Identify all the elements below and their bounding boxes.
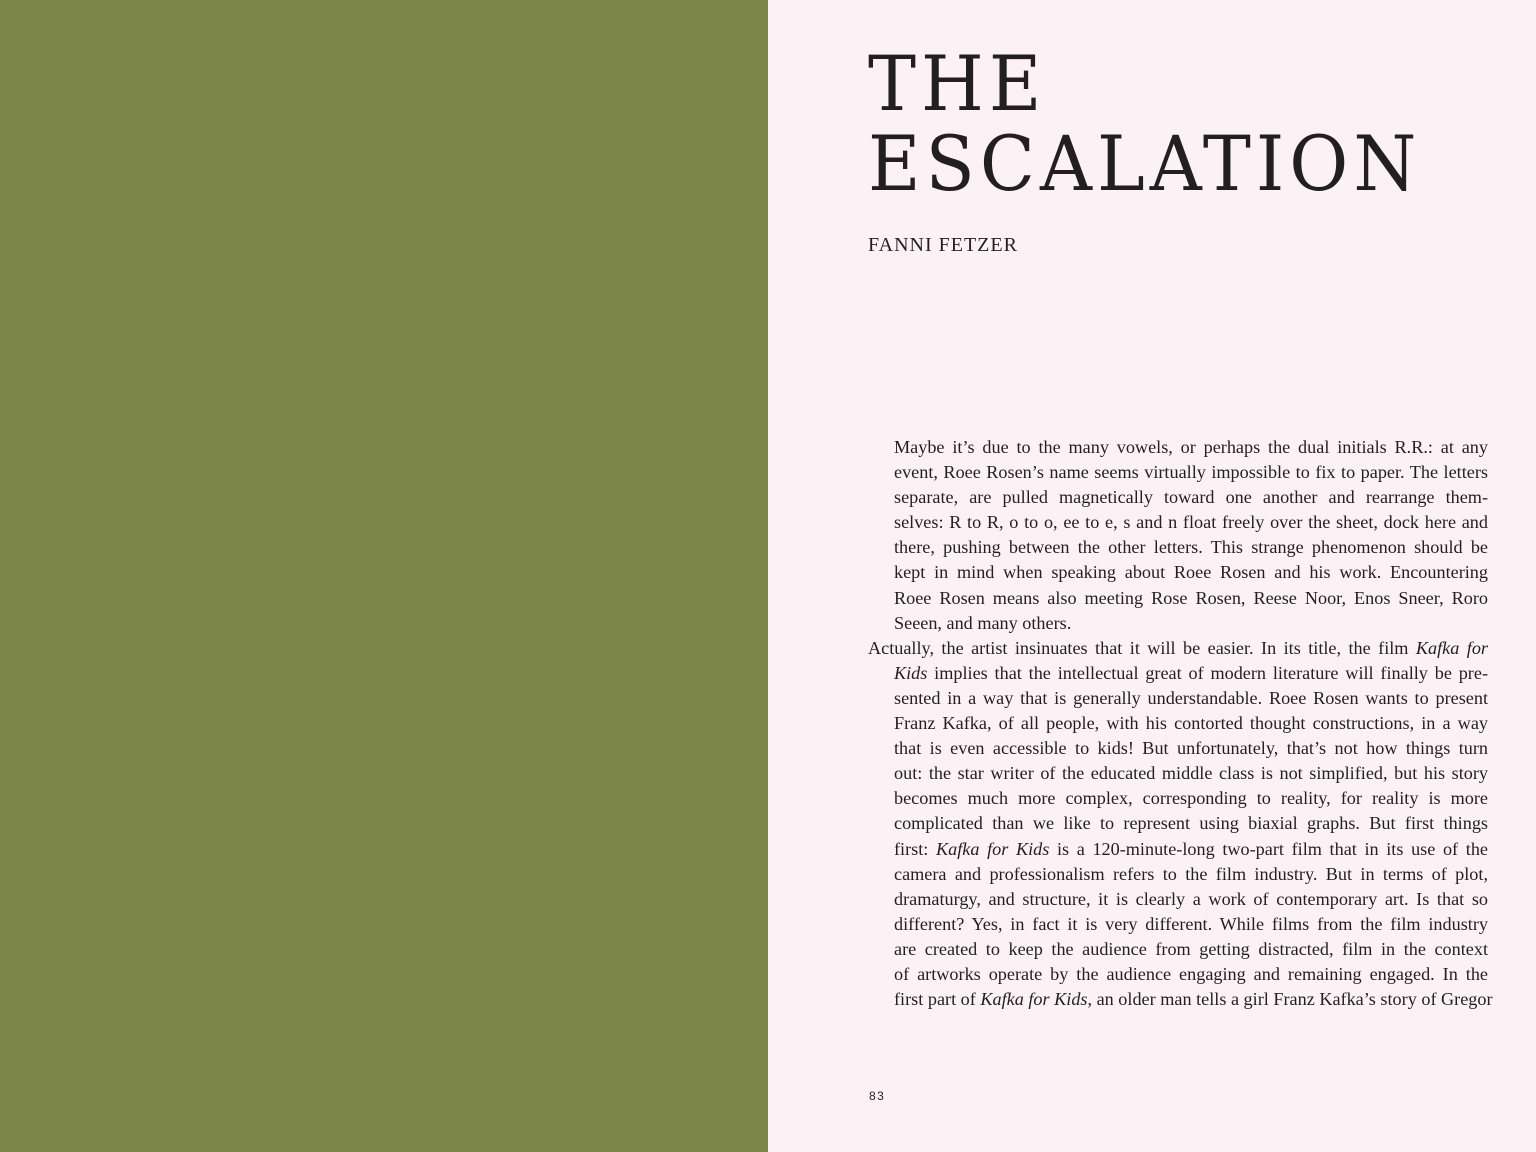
text-line: there, pushing between the other letters. This strange phenomenon should be <box>894 537 1488 558</box>
text-line: kept in mind when speaking about Roee Rosen and his work. Encountering <box>894 562 1488 583</box>
text-line: Franz Kafka, of all people, with his contorted thought constructions, in a way <box>894 713 1488 734</box>
text-line: Roee Rosen means also meeting Rose Rosen, Reese Noor, Enos Sneer, Roro <box>894 587 1488 608</box>
body-text <box>868 435 1493 1012</box>
title-line-2: ESCALATION <box>868 119 1422 208</box>
text-line: complicated than we like to represent using biaxial graphs. But first things <box>894 813 1488 834</box>
page-number: 83 <box>869 1089 886 1103</box>
text-line: sented in a way that is generally understandable. Roee Rosen wants to present <box>894 687 1488 708</box>
text-line: Maybe it’s due to the many vowels, or perhaps the dual initials R.R.: at any <box>894 437 1488 457</box>
text-line: camera and professionalism refers to the film industry. But in terms of plot, <box>894 863 1488 884</box>
text-line: selves: R to R, o to o, ee to e, s and n float freely over the sheet, dock here and <box>894 512 1488 533</box>
text-line: first part of Kafka for Kids, an older man tells a girl Franz Kafka’s story of Gregor <box>894 989 1493 1010</box>
title-line-1: THE <box>868 39 1047 128</box>
text-line: are created to keep the audience from getting distracted, film in the context <box>894 938 1488 959</box>
text-line: separate, are pulled magnetically toward one another and rearrange them- <box>894 487 1488 508</box>
film-title-italic: Kafka for <box>1415 637 1488 658</box>
film-title-italic: Kafka for Kids <box>980 989 1088 1010</box>
text-line: Seeen, and many others. <box>894 612 1072 633</box>
film-title-italic: Kids <box>894 662 928 683</box>
text-line: different? Yes, in fact it is very different. While films from the film industry <box>894 913 1488 934</box>
text-line: that is even accessible to kids! But unfortunately, that’s not how things turn <box>894 738 1488 759</box>
essay-title <box>868 39 1422 208</box>
right-page <box>768 0 1536 1152</box>
text-line: first: Kafka for Kids is a 120-minute-long two-part film that in its use of the <box>894 838 1488 859</box>
text-line: of artworks operate by the audience engaging and remaining engaged. In the <box>894 963 1488 984</box>
text-line: dramaturgy, and structure, it is clearly a work of contemporary art. Is that so <box>894 888 1488 909</box>
author-name: FANNI FETZER <box>868 234 1018 256</box>
text-line: event, Roee Rosen’s name seems virtually impossible to fix to paper. The letters <box>894 462 1488 483</box>
text-line: out: the star writer of the educated middle class is not simplified, but his story <box>894 763 1488 784</box>
text-line: becomes much more complex, corresponding to reality, for reality is more <box>894 788 1488 809</box>
text-line: Kids implies that the intellectual great of modern literature will finally be pre- <box>894 662 1488 683</box>
film-title-italic: Kafka for Kids <box>936 838 1050 859</box>
text-line: Actually, the artist insinuates that it will be easier. In its title, the film Kafka for <box>868 637 1488 658</box>
